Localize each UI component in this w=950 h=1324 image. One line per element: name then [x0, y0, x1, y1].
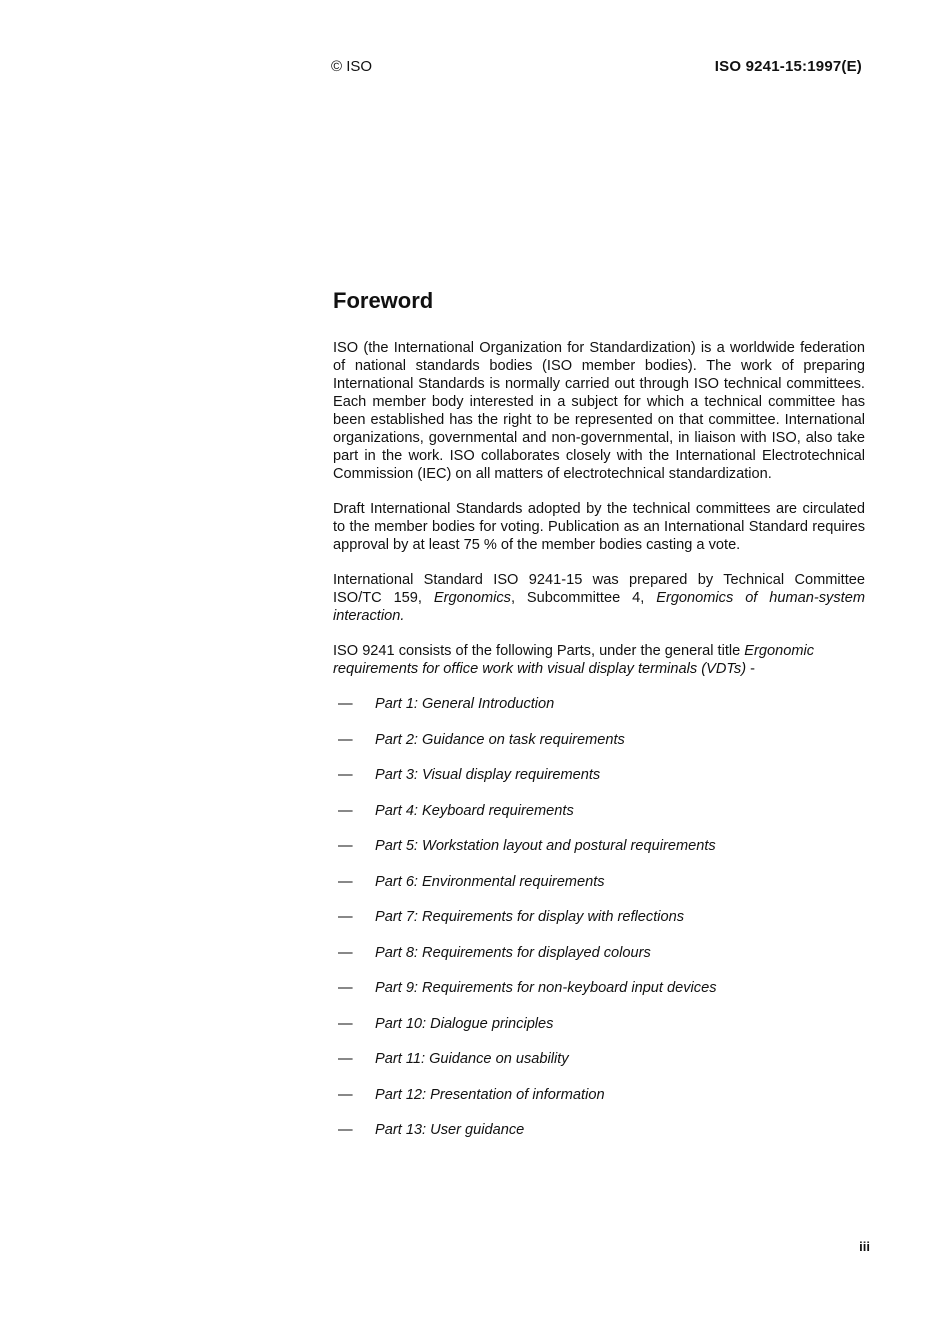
- prepared-by-text-c: , Subcommittee 4,: [510, 590, 657, 606]
- list-item-text: Part 12: Presentation of information: [375, 1086, 605, 1103]
- foreword-body: [333, 339, 865, 1157]
- list-item-text: Part 7: Requirements for display with reflections: [375, 909, 685, 925]
- paragraph-prepared-by: [333, 571, 865, 625]
- list-dash: —: [338, 1051, 353, 1067]
- paragraph-iso-intro: ISO (the International Organization for Standardization) is a worldwide federation of national standards bodies (ISO member bodies). The work of preparing International Standards is normally carried out through ISO technical committees. Each member body interested in a subject for which a technical committee has been established has the right to be represented on that committee. International organizations, governmental and non-governmental, in liaison with ISO, also take part in the work. ISO collaborates closely with the International Electrotechnical Commission (IEC) on all matters of electrotechnical standardization.: [333, 340, 865, 482]
- list-item: [333, 908, 865, 926]
- list-item-text: Part 2: Guidance on task requirements: [375, 731, 625, 748]
- list-item: [333, 731, 865, 749]
- page-title: Foreword: [333, 288, 434, 313]
- list-dash: —: [338, 1015, 353, 1032]
- prepared-by-committee: Ergonomics: [433, 590, 511, 606]
- list-dash: —: [338, 1086, 353, 1103]
- list-dash: —: [338, 731, 353, 748]
- paragraph-draft-standards: Draft International Standards adopted by the technical committees are circulated to the member bodies for voting. Publication as an International Standard requires approval by at least 75 % of the member bodies casting a vote.: [333, 501, 865, 553]
- list-dash: —: [338, 873, 353, 890]
- parts-intro-text: ISO 9241 consists of the following Parts, under the general title: [333, 643, 745, 659]
- header-standard-id: ISO 9241-15:1997(E): [714, 58, 862, 75]
- list-item-text: Part 4: Keyboard requirements: [375, 802, 574, 819]
- prepared-by-subcommittee: Ergonomics of human-system interaction.: [333, 590, 865, 624]
- parts-intro-tail: -: [746, 661, 756, 677]
- list-item: [333, 695, 865, 713]
- page-number: iii: [859, 1239, 870, 1254]
- list-dash: —: [338, 980, 353, 996]
- list-item-text: Part 3: Visual display requirements: [375, 767, 601, 783]
- list-item: [333, 1121, 865, 1139]
- list-item: [333, 1050, 865, 1068]
- list-item: [333, 979, 865, 997]
- header-copyright: © ISO: [331, 58, 373, 75]
- list-item: [333, 1086, 865, 1104]
- list-dash: —: [338, 696, 353, 712]
- list-item: [333, 944, 865, 962]
- list-item-text: Part 13: User guidance: [375, 1122, 525, 1138]
- list-dash: —: [338, 802, 353, 819]
- list-item-text: Part 11: Guidance on usability: [375, 1051, 569, 1067]
- list-item-text: Part 6: Environmental requirements: [375, 873, 605, 890]
- list-item-text: Part 1: General Introduction: [375, 696, 555, 712]
- list-dash: —: [338, 767, 353, 783]
- list-item-text: Part 10: Dialogue principles: [375, 1015, 554, 1032]
- list-dash: —: [338, 944, 353, 961]
- list-item: [333, 766, 865, 784]
- prepared-by-text-a: International Standard ISO 9241-15 was prepared by Technical Committee ISO/TC 159,: [333, 572, 865, 606]
- list-dash: —: [338, 909, 353, 925]
- parts-list: [333, 695, 865, 1139]
- paragraph-parts-intro: [333, 642, 865, 678]
- list-item-text: Part 8: Requirements for displayed colours: [375, 944, 651, 961]
- list-dash: —: [338, 1122, 353, 1138]
- list-item: [333, 1015, 865, 1033]
- list-item-text: Part 9: Requirements for non-keyboard input devices: [375, 980, 717, 996]
- parts-general-title: Ergonomic requirements for office work with visual display terminals (VDTs): [333, 643, 815, 677]
- list-item: [333, 802, 865, 820]
- list-item-text: Part 5: Workstation layout and postural requirements: [375, 838, 716, 854]
- list-item: [333, 873, 865, 891]
- list-dash: —: [338, 838, 353, 854]
- list-item: [333, 837, 865, 855]
